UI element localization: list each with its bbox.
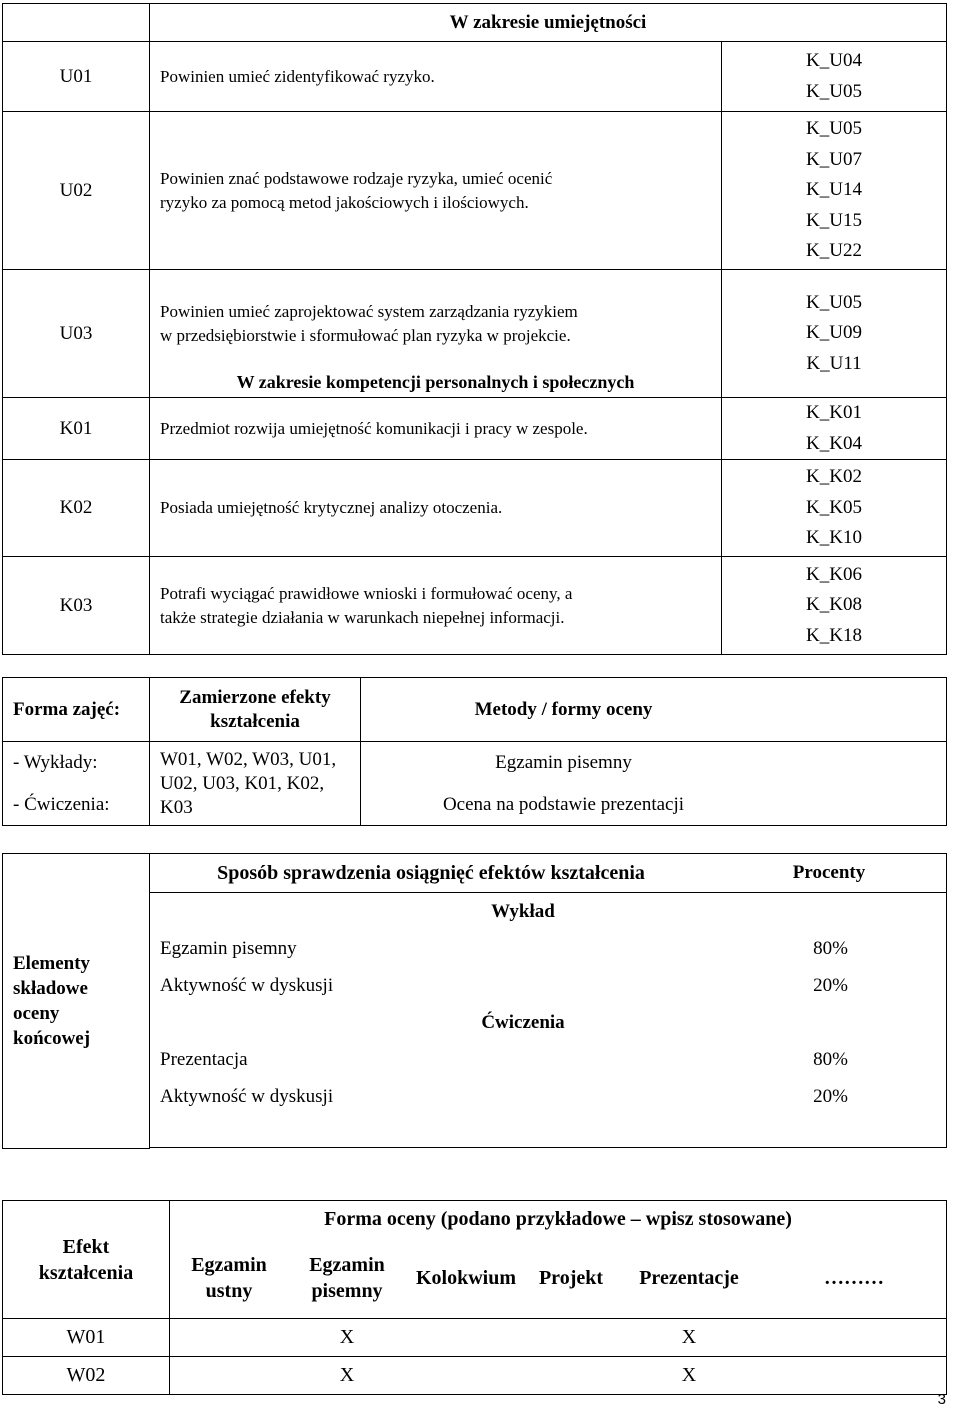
component-percent: 20% [813, 974, 848, 996]
assessment-header: Sposób sprawdzenia osiągnięć efektów kształcenia [150, 854, 713, 893]
component-name: Egzamin pisemny [160, 937, 297, 959]
outcome-text: Powinien umieć zaprojektować system zarządzania ryzykiem w przedsiębiorstwie i sformułować plan ryzyka w projekcie. [150, 270, 722, 368]
competences-header: W zakresie kompetencji personalnych i społecznych [150, 368, 722, 398]
table-row [3, 270, 947, 368]
outcome-code: K01 [3, 398, 150, 460]
page-number: 3 [937, 1391, 946, 1408]
method-item: Egzamin pisemny [495, 752, 632, 773]
outcome-code: K03 [3, 557, 150, 655]
outcome-text: Posiada umiejętność krytycznej analizy otoczenia. [150, 460, 722, 557]
outcome-code: U02 [3, 112, 150, 270]
table-row [3, 398, 947, 460]
skills-header: W zakresie umiejętności [150, 4, 947, 42]
outcome-text: Powinien znać podstawowe rodzaje ryzyka, umieć ocenić ryzyko za pomocą metod jakościowych i ilościowych. [150, 112, 722, 270]
effect-col-header: Efekt kształcenia [3, 1201, 170, 1319]
list-item [150, 1041, 946, 1078]
outcome-refs: K_K06 K_K08 K_K18 [722, 557, 947, 655]
effect-forms-table [2, 1200, 947, 1395]
outcome-text: Potrafi wyciągać prawidłowe wnioski i formułować oceny, a także strategie działania w warunkach niepełnej informacji. [150, 557, 722, 655]
outcome-refs: K_U05 K_U09 K_U11 [722, 270, 947, 398]
table-row [3, 460, 947, 557]
assessment-table [2, 853, 947, 1149]
outcome-refs: K_U04 K_U05 [722, 42, 947, 112]
outcome-code: U03 [3, 270, 150, 398]
col-header: Prezentacje [616, 1239, 762, 1319]
col-header: Projekt [526, 1239, 616, 1319]
table-row [3, 1357, 947, 1395]
table-row [3, 42, 947, 112]
class-forms-table [2, 677, 947, 826]
effect-code: W02 [3, 1357, 170, 1395]
forms-group-header: Forma oceny (podano przykładowe – wpisz stosowane) [170, 1201, 947, 1239]
mark-cell: X [288, 1357, 406, 1395]
mark-cell [170, 1319, 289, 1357]
corner-cell [3, 4, 150, 42]
mark-cell [526, 1319, 616, 1357]
outcome-refs: K_U05 K_U07 K_U14 K_U15 K_U22 [722, 112, 947, 270]
col-header: ……… [762, 1239, 947, 1319]
learning-outcomes-table [2, 3, 947, 655]
effect-code: W01 [3, 1319, 170, 1357]
component-name: Prezentacja [160, 1048, 248, 1070]
component-percent: 80% [813, 1048, 848, 1070]
mark-cell: X [616, 1357, 762, 1395]
method-item: Ocena na podstawie prezentacji [442, 794, 685, 815]
elements-label: Elementy składowe oceny końcowej [3, 854, 150, 1149]
methods-header: Metody / formy oceny [361, 678, 947, 742]
exercises-label: Ćwiczenia [481, 1012, 565, 1033]
component-name: Aktywność w dyskusji [160, 1085, 334, 1107]
col-header: Kolokwium [406, 1239, 526, 1319]
outcome-text: Powinien umieć zidentyfikować ryzyko. [150, 42, 722, 112]
component-percent: 20% [813, 1085, 848, 1107]
table-row [3, 1319, 947, 1357]
mark-cell [526, 1357, 616, 1395]
effects-list: W01, W02, W03, U01, U02, U03, K01, K02, K03 [150, 742, 361, 826]
forms-list: - Wykłady: - Ćwiczenia: [3, 742, 150, 826]
forms-header: Forma zajęć: [3, 678, 150, 742]
list-item [150, 930, 946, 967]
col-header: Egzamin ustny [170, 1239, 289, 1319]
component-name: Aktywność w dyskusji [160, 974, 334, 996]
table-row [3, 112, 947, 270]
component-percent: 80% [813, 937, 848, 959]
list-item [150, 1078, 946, 1115]
outcome-text: Przedmiot rozwija umiejętność komunikacji i pracy w zespole. [150, 398, 722, 460]
percent-header: Procenty [712, 854, 947, 893]
mark-cell [406, 1319, 526, 1357]
outcome-code: U01 [3, 42, 150, 112]
outcome-refs: K_K02 K_K05 K_K10 [722, 460, 947, 557]
effects-header: Zamierzone efekty kształcenia [150, 678, 361, 742]
col-header: Egzamin pisemny [288, 1239, 406, 1319]
table-row [3, 557, 947, 655]
mark-cell [170, 1357, 289, 1395]
mark-cell: X [616, 1319, 762, 1357]
outcome-refs: K_K01 K_K04 [722, 398, 947, 460]
outcome-code: K02 [3, 460, 150, 557]
mark-cell [406, 1357, 526, 1395]
list-item [150, 967, 946, 1004]
mark-cell [762, 1319, 947, 1357]
lecture-label: Wykład [491, 901, 555, 922]
mark-cell [762, 1357, 947, 1395]
mark-cell: X [288, 1319, 406, 1357]
